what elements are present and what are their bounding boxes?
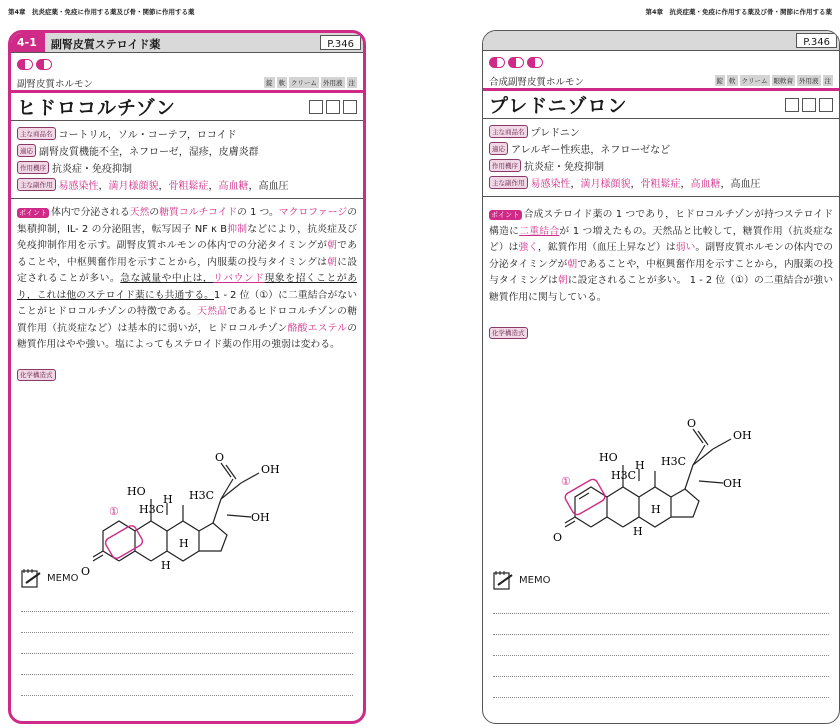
form-tablet: 錠 (716, 77, 723, 85)
form-eye-ointment: 眼軟膏 (773, 77, 793, 85)
desc-text: に設定されることが多い。 (17, 256, 358, 284)
desc-highlight: 天然 (129, 207, 150, 218)
side-effect-row: 主な副作用 易感染性 ， 満月様顔貌 ， 骨粗鬆症 ， 高血糖 ， 高血圧 (17, 176, 357, 193)
drug-card-hydrocortisone (8, 30, 366, 724)
desc-text: が 1 つ増えたもの。天然品と比較して，糖質作用（抗炎症など）は (489, 225, 834, 253)
card-header-bar (483, 31, 839, 51)
desc-text: の集積抑制，IL- 2 の分泌阻害，転写因子 NF κ B (17, 207, 357, 235)
memo-line (493, 593, 829, 614)
drug-class-row (483, 73, 839, 91)
mechanism: 抗炎症・免疫抑制 (524, 162, 604, 173)
side-effect: 骨粗鬆症 (168, 181, 209, 192)
side-effect: 高血糖 (690, 179, 721, 190)
memo-line (493, 656, 829, 677)
atom-label: O (81, 565, 91, 578)
memo-area[interactable] (21, 565, 353, 715)
desc-highlight: 朝 (327, 240, 338, 251)
position-marker: ① (561, 475, 571, 488)
memo-line (21, 675, 353, 696)
prednisolone-structure (553, 399, 793, 549)
side-effect-row: 主な副作用 易感染性 ， 満月様顔貌 ， 骨粗鬆症 ， 高血糖 ， 高血圧 (489, 174, 833, 191)
section-title: 副腎皮質ステロイド薬 (50, 38, 161, 51)
brand-names: コートリル，ソル・コーテフ，ロコイド (58, 130, 237, 141)
mechanism: 抗炎症・免疫抑制 (52, 164, 132, 175)
side-effect: 易感染性 (530, 179, 571, 190)
brand-tag: 主な商品名 (17, 127, 56, 140)
atom-label: O (553, 531, 563, 544)
drug-name-row (483, 91, 839, 119)
drug-class: 副腎皮質ホルモン (17, 78, 94, 90)
memo-icon (493, 570, 515, 590)
checkbox[interactable] (343, 100, 357, 114)
desc-highlight: 糖質コルチコイド (159, 207, 238, 218)
side-effect-tag: 主な副作用 (17, 178, 56, 191)
memo-line (21, 654, 353, 675)
form-injection: 注 (824, 77, 831, 85)
structure-tag: 化学構造式 (489, 327, 528, 339)
desc-highlight: 朝 (557, 275, 568, 286)
card-header-bar (11, 33, 363, 53)
mechanism-tag: 作用機序 (17, 161, 49, 174)
desc-text: であるヒドロコルチゾンの糖質作用（抗炎症など）は基本的に弱いが，ヒドロコルチゾン (17, 306, 357, 334)
memo-icon (21, 568, 43, 588)
atom-label: OH (251, 511, 270, 524)
form-ointment: 軟 (729, 77, 736, 85)
side-effect: 満月様顔貌 (580, 179, 631, 190)
brand-row (17, 125, 357, 142)
atom-label: O (687, 417, 697, 430)
side-effect: 満月様顔貌 (108, 181, 159, 192)
indication-tag: 適応 (17, 144, 36, 157)
memo-line (21, 612, 353, 633)
indication-row (17, 142, 357, 159)
memo-line (21, 633, 353, 654)
hydrocortisone-structure (81, 443, 321, 583)
checkbox[interactable] (309, 100, 323, 114)
side-effect: 骨粗鬆症 (640, 179, 681, 190)
drug-info (483, 119, 839, 197)
desc-text: の糖質作用はやや強い。塩によってもステロイド薬の作用の強弱は変わる。 (17, 322, 357, 350)
desc-text: 。副腎皮質ホルモンの体内での分泌タイミングが (489, 242, 834, 270)
checkbox[interactable] (802, 98, 816, 112)
memo-area[interactable] (493, 567, 829, 717)
desc-highlight: 弱い (675, 242, 696, 253)
indications: アレルギー性疾患，ネフローゼなど (511, 145, 671, 156)
desc-highlight: 朝 (567, 258, 578, 270)
atom-label: O (215, 451, 225, 464)
memo-header (493, 567, 829, 593)
point-tag: ポイント (491, 211, 520, 219)
position-marker: ① (109, 505, 119, 518)
atom-label: H (161, 559, 171, 572)
capsule-icon (17, 59, 33, 70)
running-head-left: 第4章 抗炎症薬・免疫に作用する薬及び骨・関節に作用する薬 (8, 8, 195, 16)
desc-text: などにより，抗炎症及び免疫抑制作用を示す。副腎皮質ホルモンの体内での分泌タイミングが (17, 223, 357, 251)
atom-label: H3C (189, 489, 215, 502)
side-effect: 高血圧 (258, 181, 289, 192)
mechanism-tag: 作用機序 (489, 159, 521, 172)
desc-highlight: 強く (518, 242, 538, 253)
capsule-icon (527, 57, 543, 68)
desc-text: 合成ステロイド薬の 1 つであり，ヒドロコルチゾンが持つステロイド構造に (489, 209, 833, 237)
drug-card-prednisolone (482, 30, 840, 724)
route-icons (11, 53, 363, 75)
form-tablet: 錠 (266, 79, 273, 87)
side-effect: 高血圧 (730, 179, 761, 190)
desc-underline: 急な減量や中止は， (120, 273, 214, 284)
atom-label: H (179, 537, 189, 550)
desc-text: ，鉱質作用（血圧上昇など）は (538, 242, 676, 253)
atom-label: H3C (139, 503, 165, 516)
desc-highlight: マクロファージ (278, 207, 348, 218)
mechanism-row (489, 157, 833, 174)
side-effect: 高血糖 (218, 181, 249, 192)
atom-label: HO (127, 485, 146, 498)
atom-label: H (163, 493, 173, 506)
indication-row (489, 140, 833, 157)
atom-label: OH (261, 463, 280, 476)
checkbox[interactable] (819, 98, 833, 112)
form-external: 外用液 (323, 79, 343, 87)
drug-info (11, 121, 363, 199)
atom-label: OH (733, 429, 752, 442)
atom-label: H (633, 525, 643, 538)
route-icons (483, 51, 839, 73)
atom-label: H3C (611, 469, 637, 482)
desc-text: の (149, 207, 160, 218)
memo-line (493, 635, 829, 656)
form-cream: クリーム (741, 77, 768, 85)
desc-highlight: リバウンド (213, 273, 265, 284)
checkbox[interactable] (326, 100, 340, 114)
indication-tag: 適応 (489, 142, 508, 155)
desc-highlight: 二重結合 (519, 225, 560, 237)
checkbox[interactable] (785, 98, 799, 112)
capsule-icon (36, 59, 52, 70)
desc-text: 体内で分泌される (51, 207, 130, 218)
desc-highlight: 抑制 (227, 223, 248, 235)
capsule-icon (489, 57, 505, 68)
atom-label: HO (599, 451, 618, 464)
desc-underline: 現象を招くことがあり，これは他のステロイド薬にも共通する。 (17, 273, 358, 301)
point-tag: ポイント (19, 209, 48, 217)
side-effect-tag: 主な副作用 (489, 176, 528, 189)
desc-highlight: 朝 (327, 256, 338, 268)
capsule-icon (508, 57, 524, 68)
drug-name: ヒドロコルチゾン (17, 97, 176, 119)
atom-label: H (635, 459, 645, 472)
side-effect: 易感染性 (58, 181, 99, 192)
page-reference[interactable]: P.346 (320, 35, 361, 50)
desc-highlight: 天然品 (197, 306, 228, 317)
mechanism-row (17, 159, 357, 176)
section-number: 4-1 (11, 33, 45, 52)
form-injection: 注 (348, 79, 355, 87)
form-ointment: 軟 (278, 79, 285, 87)
atom-label: H (651, 503, 661, 516)
brand-row (489, 123, 833, 140)
drug-name: プレドニゾロン (489, 95, 628, 117)
desc-text: の 1 つ。 (237, 207, 279, 218)
drug-name-row (11, 93, 363, 121)
form-external: 外用液 (799, 77, 819, 85)
atom-label: H3C (661, 455, 687, 468)
memo-label: MEMO (519, 574, 551, 586)
drug-class-row (11, 75, 363, 93)
structure-tag: 化学構造式 (17, 369, 56, 381)
memo-label: MEMO (47, 572, 79, 584)
description (11, 199, 363, 354)
atom-label: OH (723, 477, 742, 490)
memo-header (21, 565, 353, 591)
memo-line (493, 614, 829, 635)
structure-label-row (11, 354, 363, 381)
brand-tag: 主な商品名 (489, 125, 528, 138)
memo-line (493, 677, 829, 698)
desc-text: 1 - 2 位（①）に二重結合がないことがヒドロコルチゾンの特徴である。 (17, 289, 357, 317)
memo-line (21, 591, 353, 612)
desc-text: であることや，中枢興奮作用を示すことから，内服薬の投与タイミングは (489, 258, 834, 286)
drug-class: 合成副腎皮質ホルモン (489, 76, 585, 88)
desc-highlight: 酪酸エステル (287, 322, 348, 334)
desc-text: であることや，中枢興奮作用を示すことから，内服薬の投与タイミングは (17, 240, 358, 268)
brand-names: プレドニン (530, 128, 580, 139)
description (483, 197, 839, 306)
structure-label-row (483, 306, 839, 339)
desc-text: に設定されることが多い。 1 - 2 位（①）の二重結合が強い糖質作用に関与している。 (489, 275, 834, 303)
running-head-right: 第4章 抗炎症薬・免疫に作用する薬及び骨・関節に作用する薬 (645, 8, 832, 16)
indications: 副腎皮質機能不全，ネフローゼ，湿疹，皮膚炎群 (39, 147, 259, 158)
form-cream: クリーム (291, 79, 317, 87)
page-reference[interactable]: P.346 (796, 33, 837, 48)
section-title-blank (483, 31, 796, 50)
